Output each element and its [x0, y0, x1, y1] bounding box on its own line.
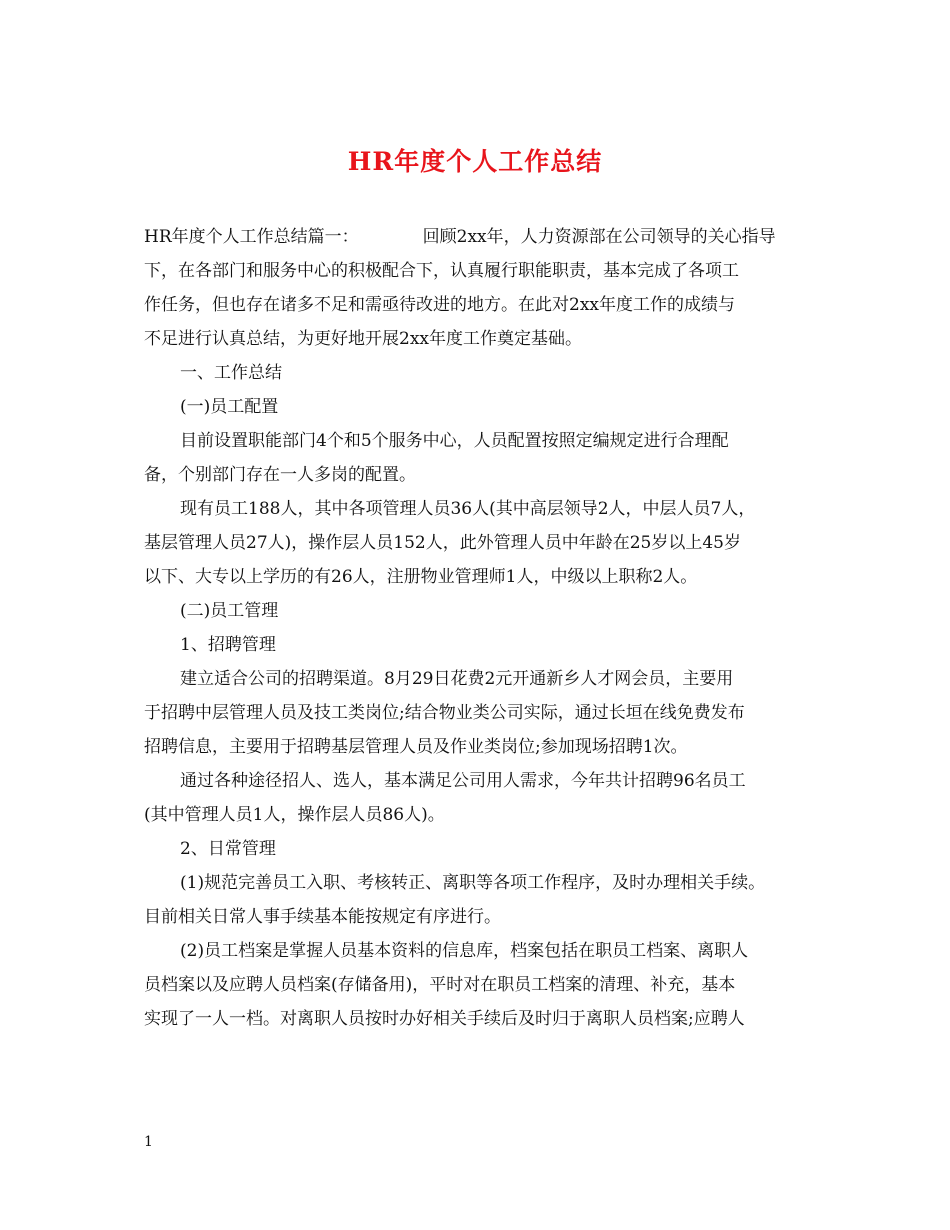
paragraph-line: 下，在各部门和服务中心的积极配合下，认真履行职能职责，基本完成了各项工 — [144, 261, 739, 281]
paragraph-line: (1)规范完善员工入职、考核转正、离职等各项工作程序，及时办理相关手续。 — [180, 873, 766, 893]
item-heading: 1、招聘管理 — [180, 635, 276, 655]
paragraph-line: 备，个别部门存在一人多岗的配置。 — [144, 465, 416, 485]
subsection-heading: (二)员工管理 — [180, 601, 279, 621]
paragraph-line — [144, 220, 824, 254]
paragraph-line: (2)员工档案是掌握人员基本资料的信息库，档案包括在职员工档案、离职人 — [180, 941, 749, 961]
page-number: 1 — [144, 1134, 153, 1150]
section-heading: 一、工作总结 — [180, 363, 282, 383]
paragraph-line: 不足进行认真总结，为更好地开展2xx年度工作奠定基础。 — [144, 329, 582, 349]
item-heading: 2、日常管理 — [180, 839, 276, 859]
paragraph-line: 建立适合公司的招聘渠道。8月29日花费2元开通新乡人才网会员，主要用 — [180, 669, 734, 689]
paragraph-line: 于招聘中层管理人员及技工类岗位;结合物业类公司实际，通过长垣在线免费发布 — [144, 703, 745, 723]
intro-heading: HR年度个人工作总结篇一： — [144, 227, 359, 247]
paragraph-line: 作任务，但也存在诸多不足和需亟待改进的地方。在此对2xx年度工作的成绩与 — [144, 295, 735, 315]
paragraph-line: 以下、大专以上学历的有26人，注册物业管理师1人，中级以上职称2人。 — [144, 567, 698, 587]
paragraph-line: 招聘信息，主要用于招聘基层管理人员及作业类岗位;参加现场招聘1次。 — [144, 737, 688, 757]
subsection-heading: (一)员工配置 — [180, 397, 279, 417]
document-body — [144, 220, 824, 1036]
paragraph-line: 目前设置职能部门4个和5个服务中心，人员配置按照定编规定进行合理配 — [180, 431, 729, 451]
document-title: HR年度个人工作总结 — [347, 147, 603, 176]
paragraph-line: 基层管理人员27人)，操作层人员152人，此外管理人员中年龄在25岁以上45岁 — [144, 533, 741, 553]
paragraph-line: 现有员工188人，其中各项管理人员36人(其中高层领导2人，中层人员7人， — [180, 499, 756, 519]
paragraph-line: 目前相关日常人事手续基本能按规定有序进行。 — [144, 907, 501, 927]
paragraph-line: 员档案以及应聘人员档案(存储备用)，平时对在职员工档案的清理、补充，基本 — [144, 975, 736, 995]
paragraph-line: 实现了一人一档。对离职人员按时办好相关手续后及时归于离职人员档案;应聘人 — [144, 1009, 745, 1029]
paragraph-line: 通过各种途径招人、选人，基本满足公司用人需求，今年共计招聘96名员工 — [180, 771, 746, 791]
paragraph-line: (其中管理人员1人，操作层人员86人)。 — [144, 805, 445, 825]
intro-text: 回顾2xx年，人力资源部在公司领导的关心指导 — [422, 227, 776, 247]
